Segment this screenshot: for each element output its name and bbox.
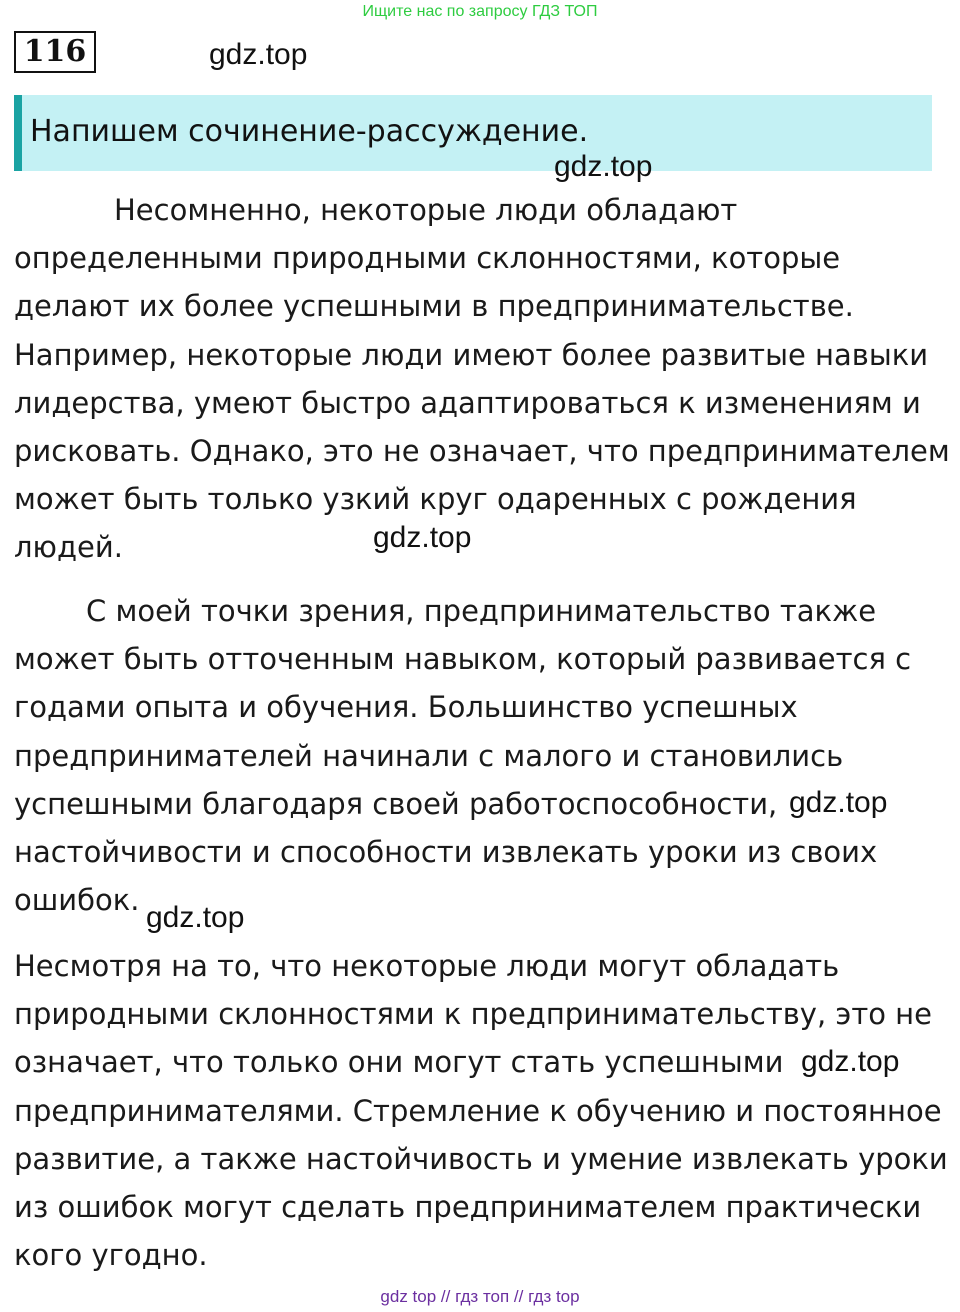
watermark: gdz.top bbox=[554, 150, 653, 183]
essay-paragraph-2 bbox=[14, 587, 939, 924]
task-number: 116 bbox=[14, 31, 96, 73]
essay-line: природными склонностями к предпринимательству, это не bbox=[14, 997, 932, 1032]
watermark: gdz.top bbox=[801, 1045, 900, 1078]
essay-line: Например, некоторые люди имеют более развитые навыки bbox=[14, 337, 929, 372]
essay-line: может быть отточенным навыком, который развивается с bbox=[14, 642, 912, 677]
essay-line: рисковать. Однако, это не означает, что предпринимателем bbox=[14, 433, 950, 468]
watermark: gdz.top bbox=[146, 901, 245, 934]
watermark: gdz.top bbox=[209, 38, 308, 71]
essay-line: Несомненно, некоторые люди обладают bbox=[114, 193, 738, 227]
essay-line: кого угодно. bbox=[14, 1238, 208, 1273]
essay-paragraph-3 bbox=[14, 942, 948, 1279]
essay-line: может быть только узкий круг одаренных с рождения bbox=[14, 482, 857, 517]
essay-line: означает, что только они могут стать успешными bbox=[14, 1045, 784, 1080]
essay-paragraph-1 bbox=[14, 186, 950, 572]
essay-line: лидерства, умеют быстро адаптироваться к изменениям и bbox=[14, 385, 921, 420]
essay-line: успешными благодаря своей работоспособности, bbox=[14, 786, 778, 821]
essay-line: С моей точки зрения, предпринимательство также bbox=[86, 594, 877, 628]
task-header-text: Напишем сочинение-рассуждение. bbox=[30, 114, 589, 149]
essay-line: определенными природными склонностями, которые bbox=[14, 241, 841, 276]
watermark: gdz.top bbox=[789, 786, 888, 819]
essay-line: ошибок. bbox=[14, 883, 140, 918]
essay-line: Несмотря на то, что некоторые люди могут обладать bbox=[14, 949, 840, 983]
essay-line: делают их более успешными в предпринимательстве. bbox=[14, 289, 854, 324]
top-banner: Ищите нас по запросу ГДЗ ТОП bbox=[362, 3, 598, 20]
essay-line: предпринимателями. Стремление к обучению и постоянное bbox=[14, 1093, 942, 1128]
task-header-accent-bar bbox=[14, 95, 22, 171]
task-header bbox=[14, 95, 932, 171]
essay-line: годами опыта и обучения. Большинство успешных bbox=[14, 690, 798, 725]
watermark: gdz.top bbox=[373, 521, 472, 554]
footer: gdz top // гдз топ // гдз top bbox=[380, 1287, 580, 1306]
essay-line: из ошибок могут сделать предпринимателем практически bbox=[14, 1189, 922, 1224]
essay-line: людей. bbox=[14, 530, 123, 565]
essay-line: развитие, а также настойчивость и умение извлекать уроки bbox=[14, 1141, 948, 1176]
essay-line: предпринимателей начинали с малого и становились bbox=[14, 738, 844, 773]
essay-line: настойчивости и способности извлекать уроки из своих bbox=[14, 834, 878, 869]
